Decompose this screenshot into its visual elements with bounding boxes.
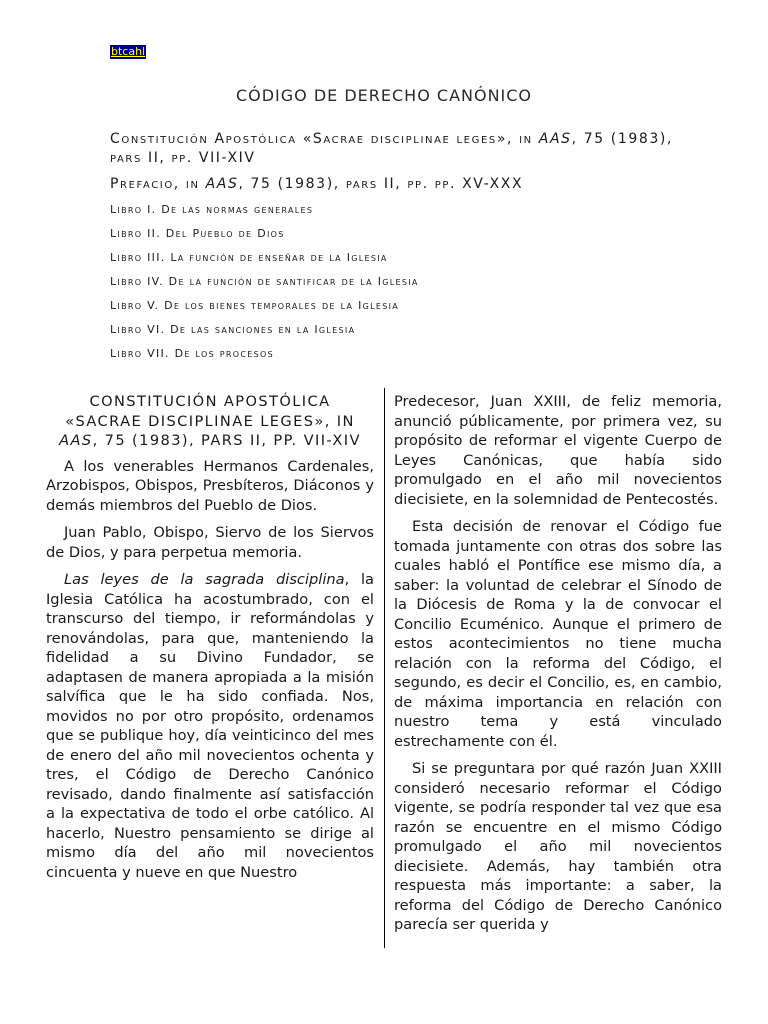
top-link-tag[interactable]: btcahl: [111, 45, 146, 58]
toc-item-libro-1[interactable]: Libro I. De las normas generales: [110, 203, 314, 216]
toc-prefacio-pre: Prefacio, in: [110, 176, 206, 192]
toc-prefacio-post: , 75 (1983), pars II, pp. pp. XV-XXX: [238, 176, 524, 192]
paragraph-intro-italic: Las leyes de la sagrada disciplina: [64, 571, 345, 588]
document-title: CÓDIGO DE DERECHO CANÓNICO: [235, 86, 533, 105]
toc-item-libro-2[interactable]: Libro II. Del Pueblo de Dios: [110, 227, 285, 240]
section-heading: [46, 392, 374, 451]
toc-prefacio-aas: AAS: [205, 176, 239, 192]
heading-aas: AAS: [59, 432, 93, 449]
paragraph-intro-rest: , la Iglesia Católica ha acostumbrado, con el transcurso del tiempo, ir reformándolas y renovándolas, para que, manteniendo la fidelidad a su Divino Fundador, se adaptasen de manera apropiada a la misión salvífica que le ha sido confiada. Nos, movidos no por otro propósito, ordenamos que se publique hoy, día veinticinco del mes de enero del año mil novecientos ochenta y tres, el Código de Derecho Canónico revisado, dando finalmente así satisfacción a la expectativa de todo el orbe católico. Al hacerlo, Nuestro pensamiento se dirige al mismo día del año mil novecientos cincuenta y nueve en que Nuestro: [46, 571, 374, 881]
paragraph-reason: Si se preguntara por qué razón Juan XXIII consideró necesario reformar el Código vigente, se podría responder tal vez que esa razón se encuentre en el mismo Código promulgado el año mil novecientos diecisiete. Además, hay también otra respuesta más importante: a saber, la reforma del Código de Derecho Canónico parecía ser querida y: [394, 760, 722, 933]
toc-item-libro-5[interactable]: Libro V. De los bienes temporales de la Iglesia: [110, 299, 400, 312]
heading-line-1: CONSTITUCIÓN APOSTÓLICA: [89, 393, 331, 410]
toc-item-libro-3[interactable]: Libro III. La función de enseñar de la Iglesia: [110, 251, 388, 264]
toc-item-libro-4[interactable]: Libro IV. De la función de santificar de la Iglesia: [110, 275, 419, 288]
column-divider: [384, 388, 385, 948]
toc-item-prefacio[interactable]: [110, 175, 690, 194]
left-column: [46, 392, 374, 890]
toc-constitucion-pre: Constitución Apostólica «Sacrae disciplinae leges», in: [110, 131, 539, 147]
heading-line-2: «SACRAE DISCIPLINAE LEGES», IN: [65, 412, 355, 430]
paragraph-intro: [46, 570, 374, 882]
heading-citation: , 75 (1983), PARS II, PP. VII-XIV: [92, 432, 361, 449]
toc-constitucion-post: , 75 (1983), pars II, pp. VII-XIV: [110, 131, 673, 166]
paragraph-decision: Esta decisión de renovar el Código fue tomada juntamente con otras dos sobre las cuales habló el Pontífice ese mismo día, a saber: la voluntad de celebrar el Sínodo de la Diócesis de Roma y la de convocar el Concilio Ecuménico. Aunque el primero de estos acontecimientos no tiene mucha relación con la reforma del Código, el segundo, es decir el Concilio, es, en cambio, de máxima importancia en relación con nuestro tema y está vinculado estrechamente con él.: [394, 518, 722, 750]
toc-item-libro-7[interactable]: Libro VII. De los procesos: [110, 347, 274, 360]
toc-item-libro-6[interactable]: Libro VI. De las sanciones en la Iglesia: [110, 323, 356, 336]
paragraph-salutation: A los venerables Hermanos Cardenales, Arzobispos, Obispos, Presbíteros, Diáconos y demás miembros del Pueblo de Dios.: [46, 457, 374, 514]
toc-item-constitucion[interactable]: [110, 130, 690, 168]
paragraph-continuation: Predecesor, Juan XXIII, de feliz memoria, anunció públicamente, por primera vez, su propósito de reformar el vigente Cuerpo de Leyes Canónicas, que había sido promulgado en el año mil novecientos diecisiete, en la solemnidad de Pentecostés.: [394, 393, 722, 508]
toc-constitucion-aas: AAS: [538, 131, 572, 147]
table-of-contents: [110, 130, 690, 369]
right-column: [394, 392, 722, 943]
paragraph-author: Juan Pablo, Obispo, Siervo de los Siervos de Dios, y para perpetua memoria.: [46, 524, 374, 561]
heading-line-3: [46, 431, 374, 451]
